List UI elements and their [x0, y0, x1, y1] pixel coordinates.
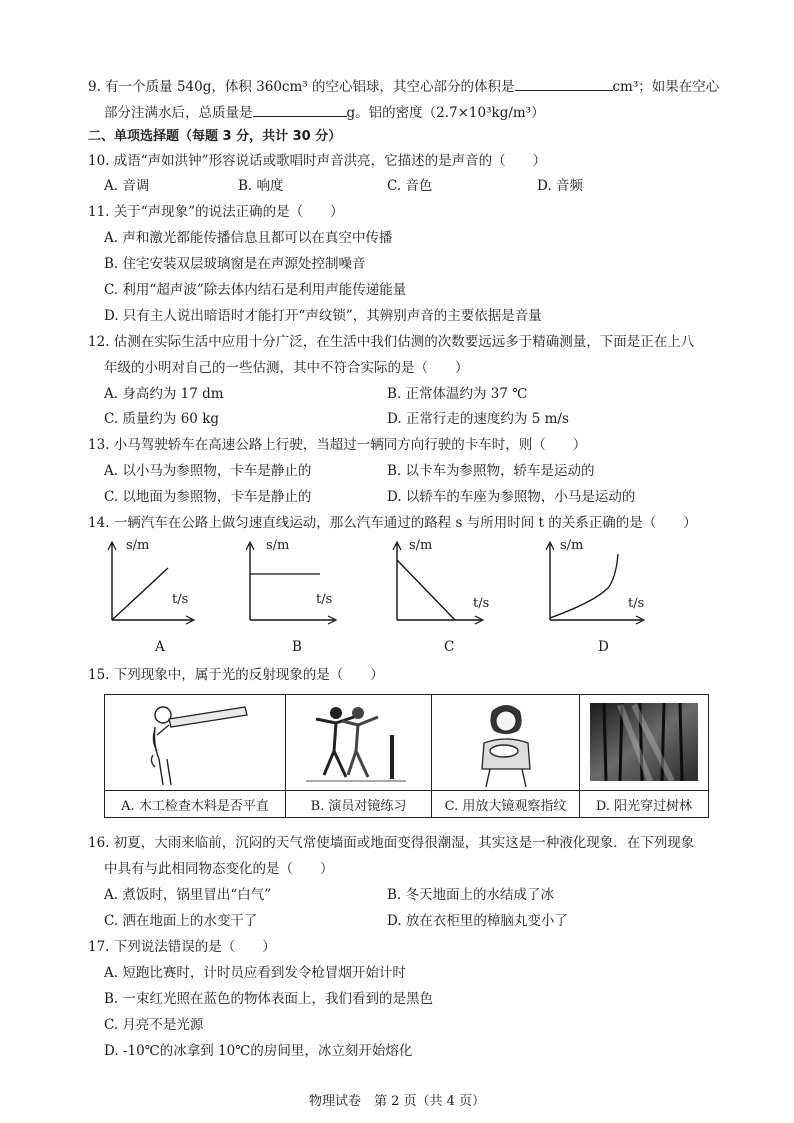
q13-stem: 13. 小马驾驶轿车在高速公路上行驶，当超过一辆同方向行驶的卡车时，则（ ）	[88, 437, 587, 453]
q14-graph-b[interactable]	[238, 540, 368, 620]
graph-d-curve	[550, 554, 618, 618]
q10-option-d[interactable]: D. 音频	[537, 178, 583, 194]
graph-c-curve	[397, 560, 455, 620]
q14-stem: 14. 一辆汽车在公路上做匀速直线运动，那么汽车通过的路程 s 与所用时间 t 的关系正确的是（ ）	[88, 515, 697, 531]
q16-option-d[interactable]: D. 放在衣柜里的樟脑丸变小了	[387, 913, 568, 929]
q11-option-d[interactable]: D. 只有主人说出暗语时才能打开“声纹锁”，其辨别声音的主要依据是音量	[104, 308, 542, 324]
graph-b-axes	[238, 540, 368, 620]
q12-option-a[interactable]: A. 身高约为 17 dm	[104, 386, 224, 402]
q17-option-c[interactable]: C. 月亮不是光源	[104, 1017, 204, 1033]
q12-stem-line2: 年级的小明对自己的一些估测，其中不符合实际的是（ ）	[104, 360, 469, 376]
q13-option-c[interactable]: C. 以地面为参照物，卡车是静止的	[104, 489, 312, 505]
q15-image-cell-d[interactable]	[580, 695, 709, 791]
q17-option-a[interactable]: A. 短跑比赛时，计时员应看到发令枪冒烟开始计时	[104, 965, 406, 981]
q14-label-d: D	[598, 639, 609, 655]
graph-b-ylabel: s/m	[266, 538, 290, 553]
graph-d-axes	[538, 540, 668, 620]
dancers-image	[286, 695, 431, 790]
graph-a-xlabel: t/s	[172, 592, 189, 607]
q9-text-b: cm³；如果在空心	[612, 79, 720, 95]
page-footer: 物理试卷 第 2 页（共 4 页）	[308, 1094, 486, 1109]
graph-d-ylabel: s/m	[560, 538, 584, 553]
forest-sunlight-image	[580, 695, 708, 790]
q16-stem-line2: 中具有与此相同物态变化的是（ ）	[104, 861, 334, 877]
q13-option-a[interactable]: A. 以小马为参照物，卡车是静止的	[104, 463, 312, 479]
q11-option-c[interactable]: C. 利用“超声波”除去体内结石是利用声能传递能量	[104, 282, 407, 298]
graph-a-curve	[112, 568, 168, 620]
q16-stem-line1: 16. 初夏，大雨来临前，沉闷的天气常使墙面或地面变得很潮湿，其实这是一种液化现象．在下列现象	[88, 835, 695, 851]
q14-graph-d[interactable]	[538, 540, 668, 620]
q15-image-cell-a[interactable]	[105, 695, 286, 791]
q15-stem: 15. 下列现象中，属于光的反射现象的是（ ）	[88, 667, 384, 683]
q10-stem: 10. 成语“声如洪钟”形容说话或歌唱时声音洪亮，它描述的是声音的（ ）	[88, 153, 547, 169]
q14-label-a: A	[155, 639, 165, 655]
q13-option-d[interactable]: D. 以轿车的车座为参照物，小马是运动的	[387, 489, 636, 505]
q11-option-a[interactable]: A. 声和激光都能传播信息且都可以在真空中传播	[104, 230, 393, 246]
q14-label-c: C	[444, 639, 455, 655]
q14-graph-a[interactable]	[100, 540, 230, 620]
q11-stem: 11. 关于“声现象”的说法正确的是（ ）	[88, 204, 344, 220]
q12-option-d[interactable]: D. 正常行走的速度约为 5 m/s	[387, 411, 569, 427]
graph-c-axes	[385, 540, 515, 620]
q12-option-b[interactable]: B. 正常体温约为 37 ℃	[387, 386, 528, 402]
q9-text-d: g。铝的密度（2.7×10³kg/m³）	[346, 105, 545, 121]
q15-options-table	[104, 694, 709, 818]
section-heading: 二、单项选择题（每题 3 分，共计 30 分）	[88, 129, 342, 144]
q9-line1	[88, 76, 719, 96]
q10-option-a[interactable]: A. 音调	[104, 178, 150, 194]
graph-a-ylabel: s/m	[126, 538, 150, 553]
q15-image-cell-c[interactable]	[432, 695, 580, 791]
magnifier-image	[432, 695, 579, 790]
q15-option-c[interactable]: C. 用放大镜观察指纹	[432, 791, 580, 818]
q14-label-b: B	[292, 639, 302, 655]
graph-a-axes	[100, 540, 230, 620]
q15-option-d[interactable]: D. 阳光穿过树林	[580, 791, 709, 818]
q12-stem-line1: 12. 估测在实际生活中应用十分广泛，在生活中我们估测的次数要远远多于精确测量，下面是正在上八	[88, 334, 695, 350]
graph-b-xlabel: t/s	[316, 592, 333, 607]
q10-option-b[interactable]: B. 响度	[238, 178, 284, 194]
carpenter-image	[105, 695, 285, 790]
q17-stem: 17. 下列说法错误的是（ ）	[88, 939, 276, 955]
q15-option-a[interactable]: A. 木工检查木料是否平直	[105, 791, 286, 818]
q11-option-b[interactable]: B. 住宅安装双层玻璃窗是在声源处控制噪音	[104, 256, 366, 272]
q17-option-b[interactable]: B. 一束红光照在蓝色的物体表面上，我们看到的是黑色	[104, 991, 434, 1007]
q9-text-a: 9. 有一个质量 540g，体积 360cm³ 的空心铝球，其空心部分的体积是	[88, 79, 515, 95]
q16-option-c[interactable]: C. 洒在地面上的水变干了	[104, 913, 258, 929]
graph-c-ylabel: s/m	[409, 538, 433, 553]
q9-blank-mass[interactable]	[253, 102, 347, 117]
q14-graph-c[interactable]	[385, 540, 515, 620]
q17-option-d[interactable]: D. -10℃的冰拿到 10℃的房间里，冰立刻开始熔化	[104, 1043, 413, 1059]
q9-line2	[104, 102, 545, 122]
q9-blank-volume[interactable]	[515, 76, 613, 91]
q16-option-a[interactable]: A. 煮饭时，锅里冒出“白气”	[104, 887, 272, 903]
q15-option-b[interactable]: B. 演员对镜练习	[286, 791, 432, 818]
q13-option-b[interactable]: B. 以卡车为参照物，轿车是运动的	[387, 463, 595, 479]
q16-option-b[interactable]: B. 冬天地面上的水结成了冰	[387, 887, 555, 903]
q9-text-c: 部分注满水后，总质量是	[104, 105, 253, 121]
graph-c-xlabel: t/s	[473, 596, 490, 611]
q15-image-cell-b[interactable]	[286, 695, 432, 791]
graph-d-xlabel: t/s	[628, 596, 645, 611]
q12-option-c[interactable]: C. 质量约为 60 kg	[104, 411, 220, 427]
q10-option-c[interactable]: C. 音色	[387, 178, 433, 194]
